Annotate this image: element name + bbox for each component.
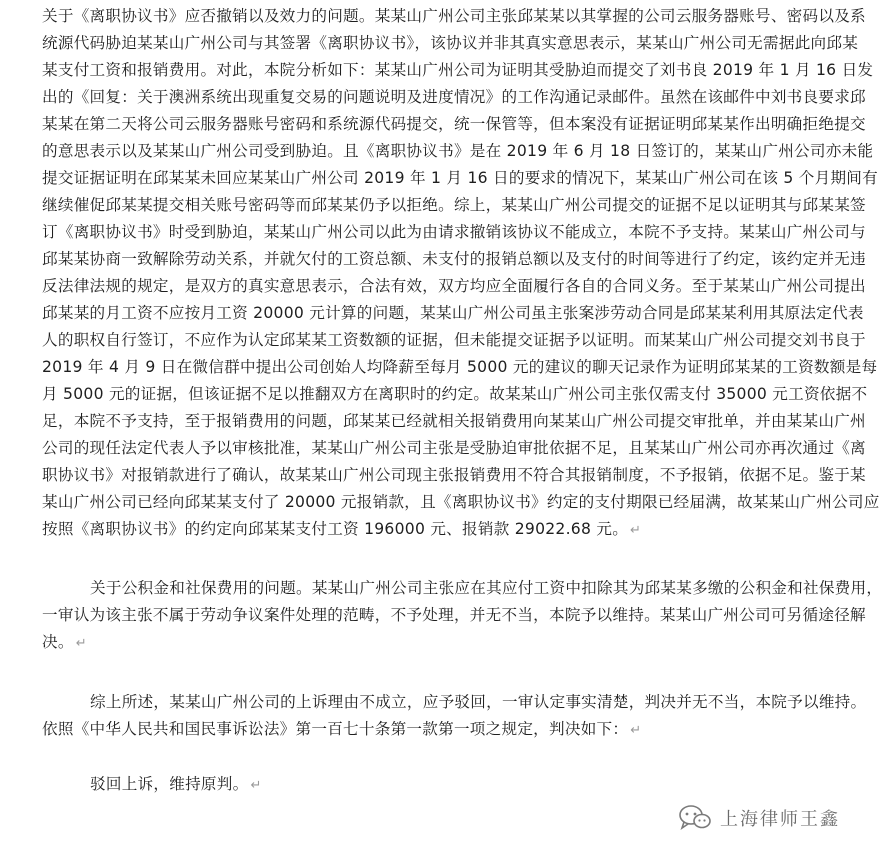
text-line: 职协议书》对报销款进行了确认，故某某山广州公司现主张报销费用不符合其报销制度，不予报销，依据不足。鉴于某	[42, 466, 866, 484]
text-line	[90, 771, 886, 798]
text-line: 反法律法规的规定，是双方的真实意思表示，合法有效，双方均应全面履行各自的合同义务。至于某某山广州公司提出	[42, 277, 866, 295]
text-line: 公司的现任法定代表人予以审核批准，某某山广州公司主张是受胁迫审批依据不足，且某某山广州公司亦再次通过《离	[42, 439, 866, 457]
text-line: 出的《回复：关于澳洲系统出现重复交易的问题说明及进度情况》的工作沟通记录邮件。虽然在该邮件中刘书良要求邱	[42, 88, 866, 106]
text-line: 邱某某协商一致解除劳动关系，并就欠付的工资总额、未支付的报销总额以及支付的时间等进行了约定，该约定并无违	[42, 250, 866, 268]
line-text: 驳回上诉，维持原判。	[90, 775, 249, 793]
text-line	[42, 629, 862, 656]
text-line: 关于公积金和社保费用的问题。某某山广州公司主张应在其应付工资中扣除其为邱某某多缴的公积金和社保费用，	[90, 579, 883, 597]
text-line: 邱某某的月工资不应按月工资 20000 元计算的问题，某某山广州公司虽主张案涉劳动合同是邱某某利用其原法定代表	[42, 304, 864, 322]
text-line: 2019 年 4 月 9 日在微信群中提出公司创始人均降薪至每月 5000 元的建议的聊天记录作为证明邱某某的工资数额是每	[42, 358, 878, 376]
paragraph-mark-icon: ↵	[75, 636, 87, 651]
text-line: 人的职权自行签订，不应作为认定邱某某工资数额的证据，但未能提交证据予以证明。而某某山广州公司提交刘书良于	[42, 331, 866, 349]
paragraph-mark-icon: ↵	[250, 778, 262, 793]
line-text: 决。	[42, 633, 74, 651]
text-line: 一审认为该主张不属于劳动争议案件处理的范畴，不予处理，并无不当，本院予以维持。某某山广州公司可另循途径解	[42, 606, 866, 624]
text-line: 足，本院不予支持，至于报销费用的问题，邱某某已经就相关报销费用向某某山广州公司提交审批单，并由某某山广州	[42, 412, 866, 430]
line-text: 依照《中华人民共和国民事诉讼法》第一百七十条第一款第一项之规定，判决如下：	[42, 720, 629, 738]
text-line: 继续催促邱某某提交相关账号密码等而邱某某仍予以拒绝。综上，某某山广州公司提交的证据不足以证明其与邱某某签	[42, 196, 866, 214]
text-line: 的意思表示以及某某山广州公司受到胁迫。且《离职协议书》是在 2019 年 6 月 18 日签订的，某某山广州公司亦未能	[42, 142, 874, 160]
text-line	[42, 716, 862, 743]
paragraph-mark-icon: ↵	[630, 723, 642, 738]
text-line: 订《离职协议书》时受到胁迫，某某山广州公司以此为由请求撤销该协议不能成立，本院不予支持。某某山广州公司与	[42, 223, 866, 241]
text-line: 提交证据证明在邱某某未回应某某山广州公司 2019 年 1 月 16 日的要求的情况下，某某山广州公司在该 5 个月期间有	[42, 169, 878, 187]
text-line: 关于《离职协议书》应否撤销以及效力的问题。某某山广州公司主张邱某某以其掌握的公司云服务器账号、密码以及系	[42, 7, 866, 25]
text-line: 某某在第二天将公司云服务器账号密码和系统源代码提交，统一保管等，但本案没有证据证明邱某某作出明确拒绝提交	[42, 115, 866, 133]
text-line: 月 5000 元的证据，但该证据不足以推翻双方在离职时的约定。故某某山广州公司主张仅需支付 35000 元工资依据不	[42, 385, 868, 403]
text-line: 某山广州公司已经向邱某某支付了 20000 元报销款，且《离职协议书》约定的支付期限已经届满，故某某山广州公司应	[42, 493, 880, 511]
watermark-text: 上海律师王鑫	[720, 809, 840, 830]
text-line	[42, 516, 862, 543]
text-line: 统源代码胁迫某某山广州公司与其签署《离职协议书》，该协议并非其真实意思表示，某某山广州公司无需据此向邱某	[42, 34, 859, 52]
wechat-icon	[678, 804, 712, 832]
text-line: 某支付工资和报销费用。对此，本院分析如下：某某山广州公司为证明其受胁迫而提交了刘书良 2019 年 1 月 16 日发	[42, 61, 874, 79]
watermark	[678, 804, 840, 832]
paragraph-mark-icon: ↵	[630, 523, 642, 538]
text-line: 综上所述，某某山广州公司的上诉理由不成立，应予驳回，一审认定事实清楚，判决并无不当，本院予以维持。	[90, 693, 867, 711]
line-text: 按照《离职协议书》的约定向邱某某支付工资 196000 元、报销款 29022.68 元。	[42, 520, 629, 538]
